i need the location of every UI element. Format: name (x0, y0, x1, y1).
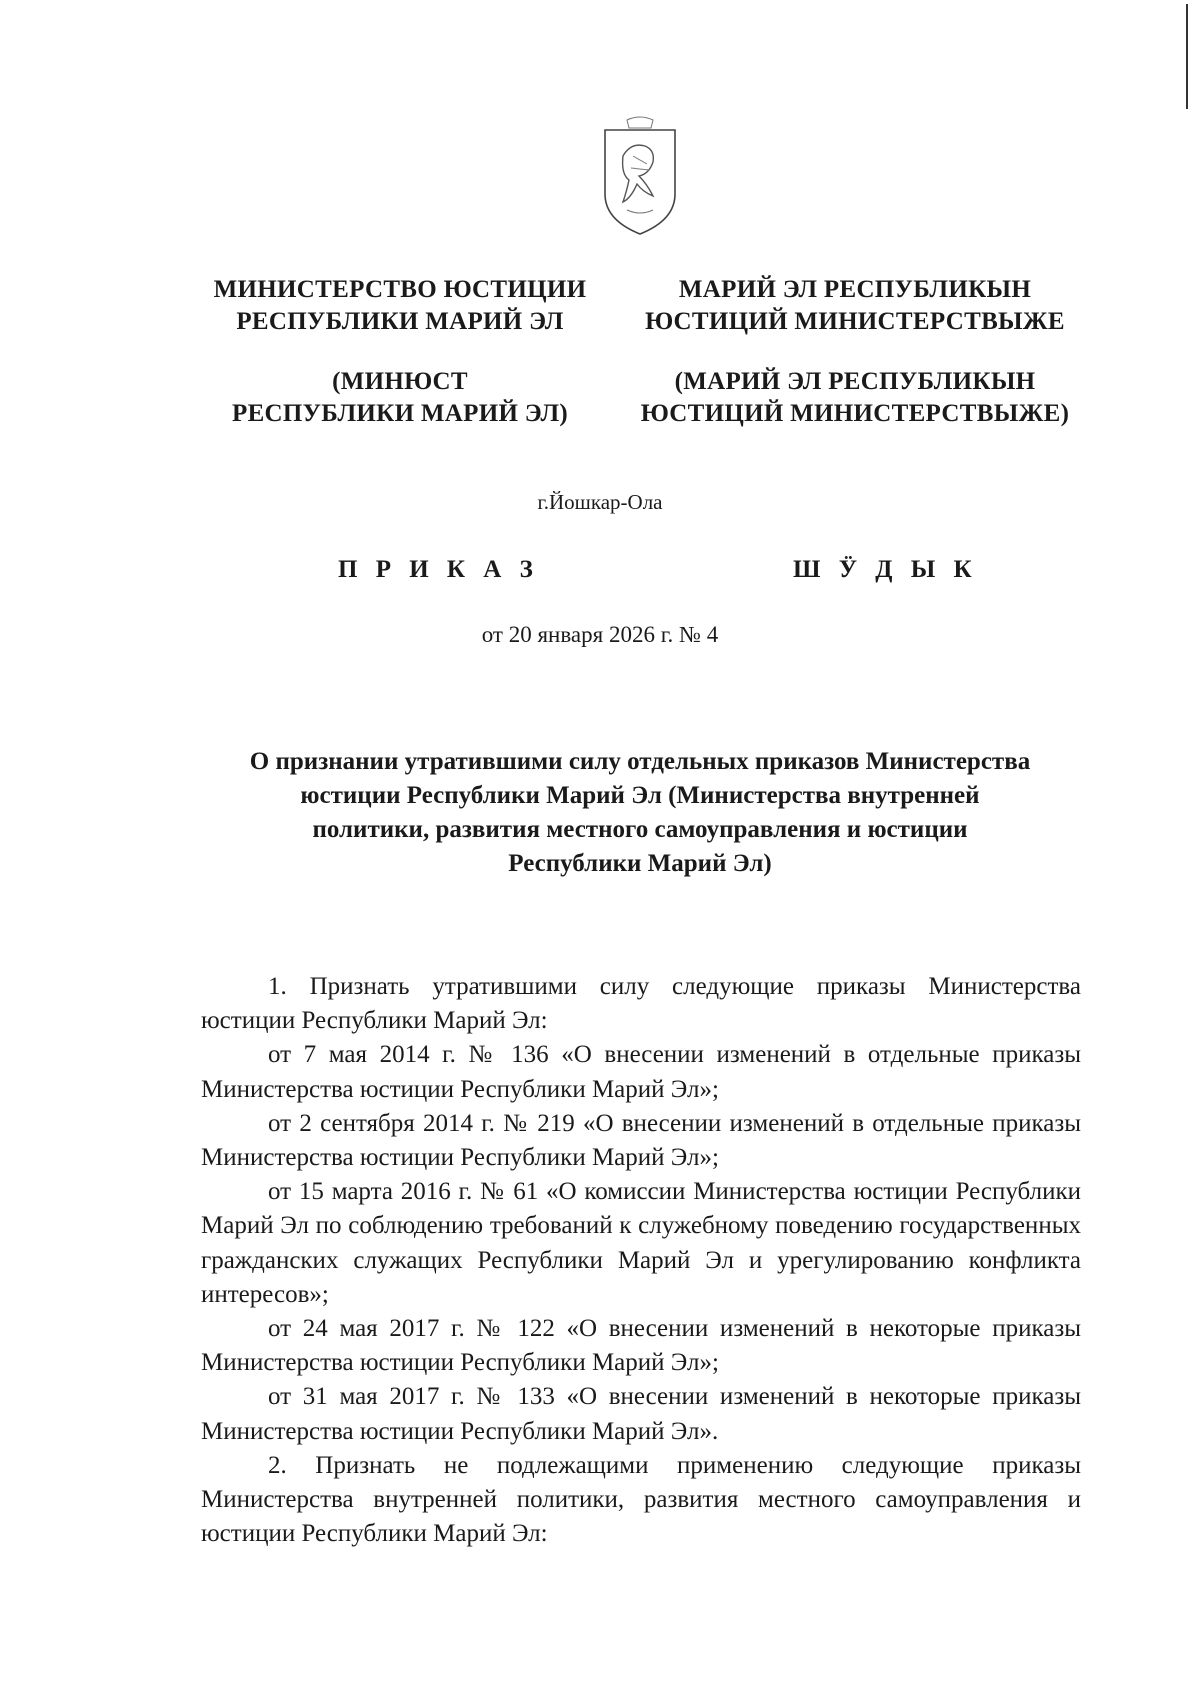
ministry-name-ru-line: РЕСПУБЛИКИ МАРИЙ ЭЛ (236, 308, 564, 335)
body-paragraph: 1. Признать утратившими силу следующие приказы Министерства юстиции Республики Марий Эл: (201, 973, 1081, 1035)
body-paragraph: от 24 мая 2017 г. № 122 «О внесении изменений в некоторые приказы Министерства юстиции Республики Марий Эл»; (201, 1315, 1081, 1377)
order-title-mari: Ш Ӱ Д Ы К (793, 556, 978, 583)
city-name: г.Йошкар-Ола (537, 490, 663, 514)
ministry-name-mari (625, 274, 1085, 338)
body-paragraph: от 2 сентября 2014 г. № 219 «О внесении изменений в отдельные приказы Министерства юстиции Республики Марий Эл»; (201, 1109, 1081, 1172)
document-title-line: О признании утратившими силу отдельных приказов Министерства (249, 748, 1031, 775)
body-paragraph: от 31 мая 2017 г. № 133 «О внесении изменений в некоторые приказы Министерства юстиции Республики Марий Эл». (201, 1383, 1081, 1445)
ministry-name-mari-line: ЮСТИЦИЙ МИНИСТЕРСТВЫЖЕ (645, 308, 1065, 335)
ministry-short-mari (625, 366, 1085, 430)
document-title-line: политики, развития местного самоуправления и юстиции (312, 816, 968, 843)
document-title-line: юстиции Республики Марий Эл (Министерства внутренней (300, 782, 980, 809)
ministry-name-mari-line: МАРИЙ ЭЛ РЕСПУБЛИКЫН (678, 276, 1032, 303)
body-paragraph: от 7 мая 2014 г. № 136 «О внесении изменений в отдельные приказы Министерства юстиции Республики Марий Эл»; (201, 1041, 1081, 1103)
ministry-short-ru-line: РЕСПУБЛИКИ МАРИЙ ЭЛ) (232, 400, 568, 427)
order-date-number: от 20 января 2026 г. № 4 (481, 622, 719, 647)
ministry-name-ru (185, 274, 615, 338)
document-title (180, 745, 1100, 881)
ministry-short-ru-line: (МИНЮСТ (332, 368, 468, 395)
coat-of-arms-icon (597, 116, 683, 238)
ministry-name-ru-line: МИНИСТЕРСТВО ЮСТИЦИИ (213, 276, 587, 303)
document-title-line: Республики Марий Эл) (508, 850, 772, 877)
body-paragraph: от 15 марта 2016 г. № 61 «О комиссии Министерства юстиции Республики Марий Эл по соблюдению требований к служебному поведению государственных гражданских служащих Республики Марий Эл и урегулированию конфликта интересов»; (201, 1178, 1081, 1308)
scan-margin-line (1186, 4, 1188, 109)
body-paragraph: 2. Признать не подлежащими применению следующие приказы Министерства внутренней политики, развития местного самоуправления и юстиции Республики Марий Эл: (201, 1451, 1081, 1548)
ministry-short-mari-line: ЮСТИЦИЙ МИНИСТЕРСТВЫЖЕ) (640, 400, 1070, 427)
document-body (201, 970, 1081, 1551)
ministry-short-mari-line: (МАРИЙ ЭЛ РЕСПУБЛИКЫН (674, 368, 1036, 395)
order-title-ru: П Р И К А З (338, 556, 539, 583)
ministry-short-ru (185, 366, 615, 430)
